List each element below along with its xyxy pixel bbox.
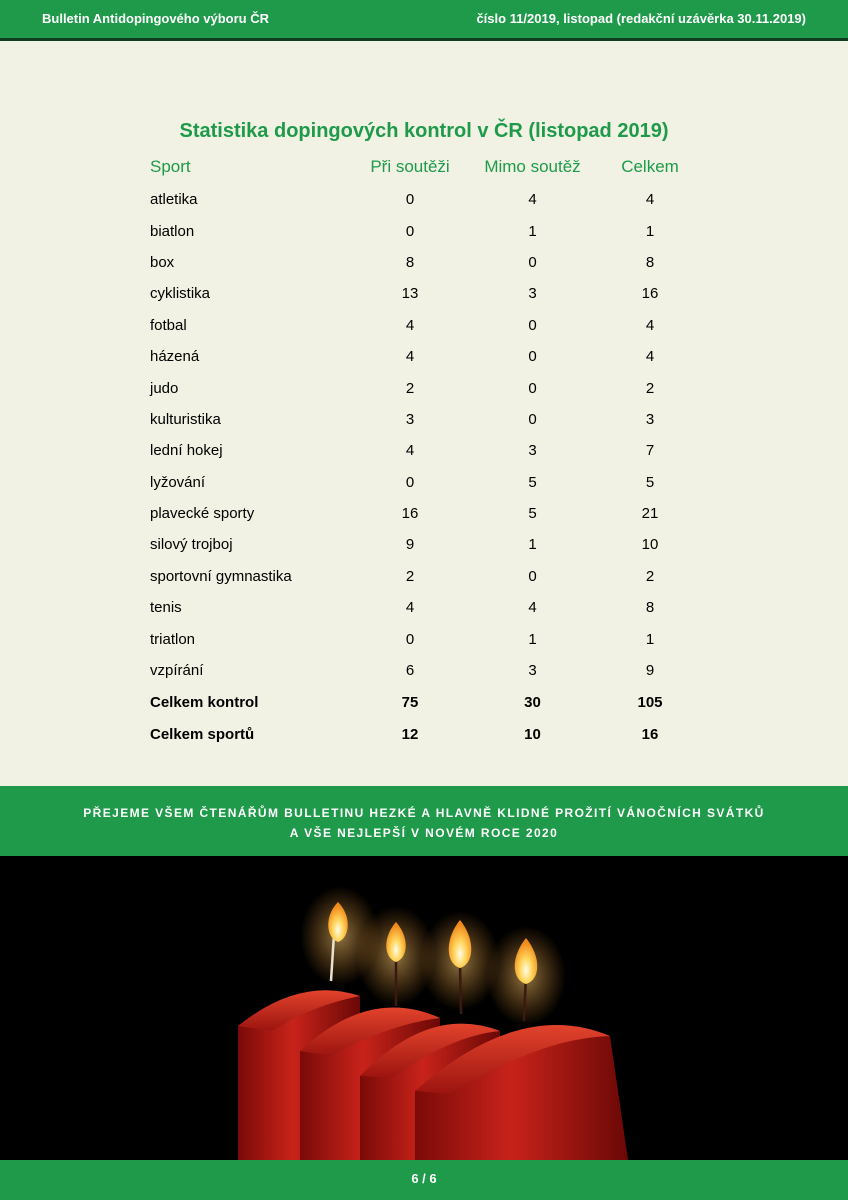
in-competition-cell: 12	[401, 725, 419, 743]
table-row	[140, 184, 700, 215]
total-cell: 1	[645, 222, 655, 240]
sport-cell: silový trojboj	[150, 536, 233, 554]
sport-cell: kulturistika	[150, 410, 221, 428]
table-header-row	[140, 150, 700, 184]
total-cell: 5	[645, 473, 655, 491]
column-header-out-of-competition: Mimo soutěž	[484, 157, 581, 176]
in-competition-cell: 4	[405, 599, 415, 617]
out-of-competition-cell: 5	[528, 473, 537, 491]
out-of-competition-cell: 0	[528, 348, 537, 366]
total-cell: 8	[645, 599, 655, 617]
total-cell: 4	[645, 316, 655, 334]
out-of-competition-cell: 4	[528, 191, 537, 209]
sport-cell: Celkem sportů	[150, 725, 255, 743]
table-row	[140, 215, 700, 246]
out-of-competition-cell: 5	[528, 505, 537, 523]
issue-info: číslo 11/2019, listopad (redakční uzávěrka 30.11.2019)	[476, 11, 806, 26]
total-cell: 9	[645, 662, 655, 680]
table-row	[140, 247, 700, 278]
sport-cell: biatlon	[150, 222, 195, 240]
sport-cell: házená	[150, 348, 200, 366]
out-of-competition-cell: 0	[528, 567, 537, 585]
out-of-competition-cell: 4	[528, 599, 537, 617]
total-cell: 2	[645, 567, 655, 585]
in-competition-cell: 16	[401, 505, 419, 523]
out-of-competition-cell: 3	[528, 662, 537, 680]
table-row	[140, 498, 700, 529]
table-row	[140, 278, 700, 309]
table-row	[140, 310, 700, 341]
total-cell: 7	[645, 442, 655, 460]
table-row	[140, 404, 700, 435]
page-number: 6 / 6	[411, 1171, 437, 1186]
in-competition-cell: 8	[405, 253, 415, 271]
greeting-line-1: PŘEJEME VŠEM ČTENÁŘŮM BULLETINU HEZKÉ A HLAVNĚ KLIDNÉ PROŽITÍ VÁNOČNÍCH SVÁTKŮ	[83, 806, 765, 820]
in-competition-cell: 9	[405, 536, 415, 554]
table-row	[140, 655, 700, 686]
header-bar	[0, 0, 848, 41]
in-competition-cell: 2	[405, 567, 415, 585]
total-cell: 16	[641, 725, 659, 743]
sport-cell: plavecké sporty	[150, 505, 255, 523]
table-row	[140, 529, 700, 560]
out-of-competition-cell: 3	[528, 285, 537, 303]
table-row	[140, 623, 700, 654]
out-of-competition-cell: 1	[528, 222, 537, 240]
in-competition-cell: 2	[405, 379, 415, 397]
out-of-competition-cell: 0	[528, 379, 537, 397]
table-total-row	[140, 718, 700, 750]
table-row	[140, 341, 700, 372]
table-total-row	[140, 686, 700, 718]
sport-cell: lyžování	[150, 473, 206, 491]
doping-stats-table	[140, 150, 700, 750]
table-row	[140, 435, 700, 466]
page-title: Statistika dopingových kontrol v ČR (listopad 2019)	[179, 120, 669, 142]
out-of-competition-cell: 30	[524, 693, 541, 711]
in-competition-cell: 75	[401, 693, 419, 711]
sport-cell: Celkem kontrol	[150, 693, 259, 711]
in-competition-cell: 4	[405, 316, 415, 334]
advent-candles-photo	[0, 856, 848, 1160]
total-cell: 2	[645, 379, 655, 397]
sport-cell: sportovní gymnastika	[150, 567, 292, 585]
page-footer	[0, 1160, 848, 1200]
greeting-line-2: A VŠE NEJLEPŠÍ V NOVÉM ROCE 2020	[289, 826, 559, 840]
sport-cell: lední hokej	[150, 442, 223, 460]
out-of-competition-cell: 1	[528, 536, 537, 554]
sport-cell: triatlon	[150, 630, 196, 648]
out-of-competition-cell: 0	[528, 410, 537, 428]
in-competition-cell: 13	[401, 285, 419, 303]
in-competition-cell: 4	[405, 442, 415, 460]
total-cell: 105	[637, 693, 663, 711]
sport-cell: atletika	[150, 191, 198, 209]
total-cell: 8	[645, 253, 655, 271]
total-cell: 1	[645, 630, 655, 648]
table-row	[140, 467, 700, 498]
in-competition-cell: 6	[405, 662, 415, 680]
out-of-competition-cell: 3	[528, 442, 537, 460]
in-competition-cell: 0	[405, 222, 415, 240]
table-row	[140, 372, 700, 403]
out-of-competition-cell: 0	[528, 316, 537, 334]
holiday-greeting-banner	[0, 786, 848, 856]
in-competition-cell: 0	[405, 473, 415, 491]
in-competition-cell: 0	[405, 191, 415, 209]
sport-cell: fotbal	[150, 316, 187, 334]
sport-cell: cyklistika	[150, 285, 211, 303]
total-cell: 4	[645, 348, 655, 366]
table-row	[140, 592, 700, 623]
sport-cell: tenis	[150, 599, 182, 617]
column-header-total: Celkem	[621, 157, 679, 176]
out-of-competition-cell: 10	[524, 725, 541, 743]
bulletin-name: Bulletin Antidopingového výboru ČR	[42, 11, 270, 26]
sport-cell: box	[150, 253, 175, 271]
out-of-competition-cell: 0	[528, 253, 537, 271]
sport-cell: judo	[150, 379, 179, 397]
total-cell: 21	[641, 505, 659, 523]
total-cell: 10	[641, 536, 659, 554]
total-cell: 4	[645, 191, 655, 209]
in-competition-cell: 4	[405, 348, 415, 366]
column-header-in-competition: Při soutěži	[370, 157, 450, 176]
out-of-competition-cell: 1	[528, 630, 537, 648]
in-competition-cell: 0	[405, 630, 415, 648]
total-cell: 3	[645, 410, 655, 428]
sport-cell: vzpírání	[150, 662, 204, 680]
advent-candles-icon	[0, 856, 848, 1160]
total-cell: 16	[641, 285, 659, 303]
table-row	[140, 561, 700, 592]
column-header-sport: Sport	[150, 157, 191, 176]
in-competition-cell: 3	[405, 410, 415, 428]
